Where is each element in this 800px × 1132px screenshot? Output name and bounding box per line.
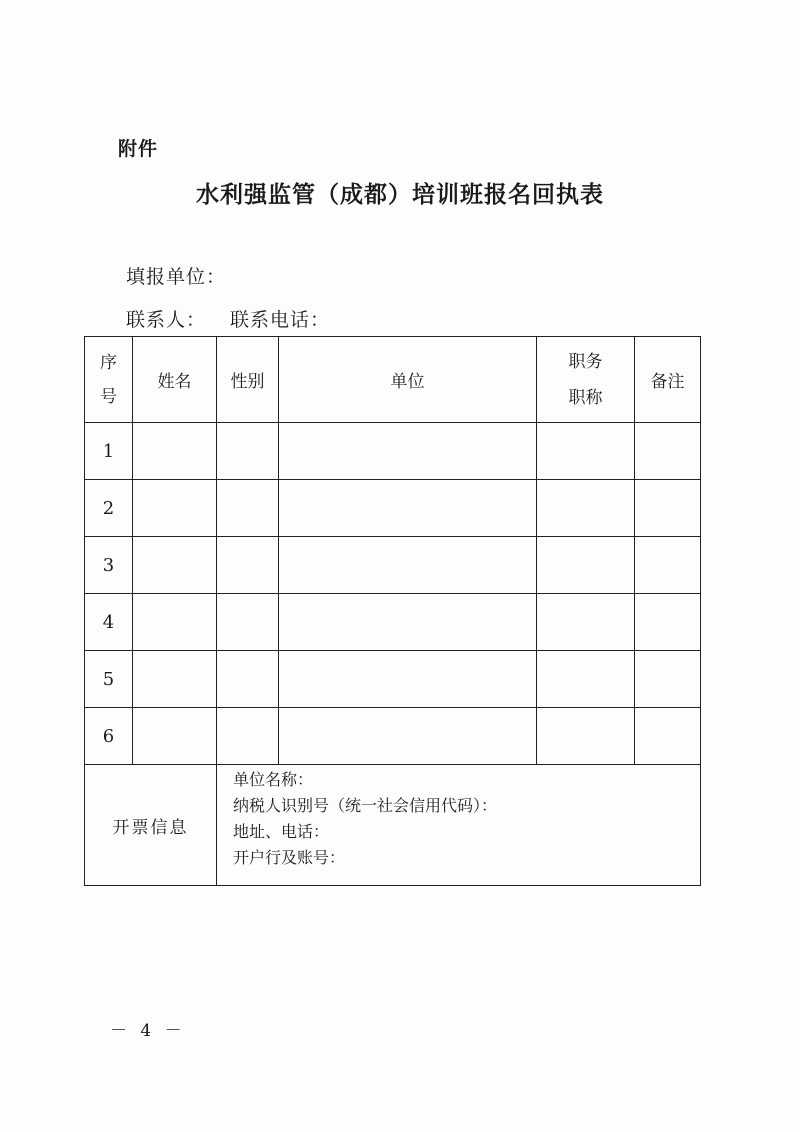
header-name: 姓名 xyxy=(133,337,217,423)
invoice-address-phone-label: 地址、电话： xyxy=(233,822,330,841)
table-row xyxy=(85,594,701,651)
cell-gender[interactable] xyxy=(217,594,279,651)
contact-phone-label: 联系电话： xyxy=(230,309,331,331)
cell-gender[interactable] xyxy=(217,423,279,480)
invoice-unit-name-label: 单位名称： xyxy=(233,770,314,789)
cell-gender[interactable] xyxy=(217,651,279,708)
row-number: 3 xyxy=(85,537,133,594)
table-row xyxy=(85,537,701,594)
cell-gender[interactable] xyxy=(217,480,279,537)
header-position xyxy=(537,337,635,423)
cell-name[interactable] xyxy=(133,651,217,708)
row-number: 2 xyxy=(85,480,133,537)
cell-unit[interactable] xyxy=(279,423,537,480)
contact-person-label: 联系人： xyxy=(126,309,207,331)
header-seq-line2: 号 xyxy=(100,386,117,407)
page-title: 水利强监管（成都）培训班报名回执表 xyxy=(196,181,604,208)
cell-gender[interactable] xyxy=(217,537,279,594)
invoice-taxpayer-id-label: 纳税人识别号（统一社会信用代码）： xyxy=(233,796,498,815)
page-number: － 4 － xyxy=(110,1021,186,1041)
header-unit: 单位 xyxy=(279,337,537,423)
table-row xyxy=(85,708,701,765)
row-number: 1 xyxy=(85,423,133,480)
cell-remark[interactable] xyxy=(635,537,701,594)
invoice-bank-account-label: 开户行及账号： xyxy=(233,848,346,867)
cell-unit[interactable] xyxy=(279,708,537,765)
cell-unit[interactable] xyxy=(279,537,537,594)
cell-unit[interactable] xyxy=(279,480,537,537)
row-number: 4 xyxy=(85,594,133,651)
table-row xyxy=(85,423,701,480)
cell-name[interactable] xyxy=(133,537,217,594)
header-seq-line1: 序 xyxy=(100,352,117,373)
fill-unit-label: 填报单位： xyxy=(126,266,227,288)
cell-position[interactable] xyxy=(537,708,635,765)
table-row xyxy=(85,651,701,708)
attachment-label: 附件 xyxy=(118,138,159,160)
cell-position[interactable] xyxy=(537,423,635,480)
table-row xyxy=(85,480,701,537)
invoice-info-label: 开票信息 xyxy=(85,765,217,886)
cell-remark[interactable] xyxy=(635,594,701,651)
cell-remark[interactable] xyxy=(635,651,701,708)
cell-position[interactable] xyxy=(537,537,635,594)
cell-name[interactable] xyxy=(133,708,217,765)
cell-position[interactable] xyxy=(537,594,635,651)
row-number: 6 xyxy=(85,708,133,765)
cell-position[interactable] xyxy=(537,480,635,537)
cell-position[interactable] xyxy=(537,651,635,708)
cell-gender[interactable] xyxy=(217,708,279,765)
cell-name[interactable] xyxy=(133,480,217,537)
cell-remark[interactable] xyxy=(635,708,701,765)
cell-name[interactable] xyxy=(133,423,217,480)
cell-remark[interactable] xyxy=(635,423,701,480)
cell-unit[interactable] xyxy=(279,594,537,651)
row-number: 5 xyxy=(85,651,133,708)
cell-remark[interactable] xyxy=(635,480,701,537)
table-header-row xyxy=(85,337,701,423)
header-seq xyxy=(85,337,133,423)
invoice-row xyxy=(85,765,701,886)
header-position-line2: 职称 xyxy=(568,387,603,408)
header-gender: 性别 xyxy=(217,337,279,423)
invoice-info-fields[interactable] xyxy=(217,765,701,886)
header-position-line1: 职务 xyxy=(568,351,603,372)
cell-unit[interactable] xyxy=(279,651,537,708)
registration-table xyxy=(84,336,701,886)
header-remark: 备注 xyxy=(635,337,701,423)
cell-name[interactable] xyxy=(133,594,217,651)
